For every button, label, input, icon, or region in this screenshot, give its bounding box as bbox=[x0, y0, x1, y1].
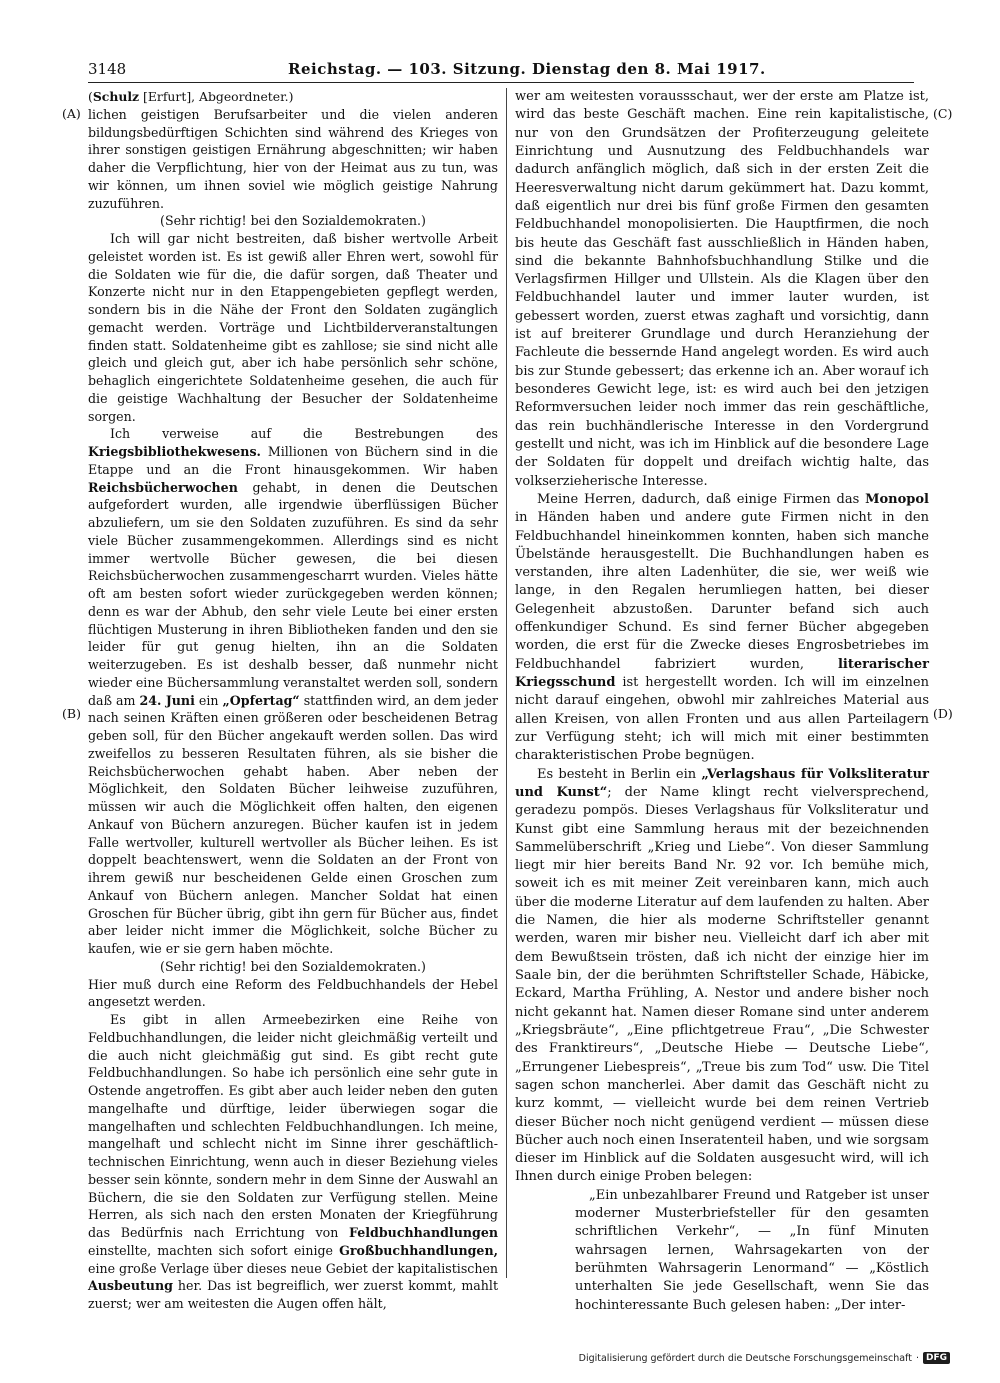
text-run: her. Das ist begreiflich, wer zuerst kommt, mahlt zuerst; wer am weitesten die Augen offen hält, bbox=[88, 1278, 498, 1311]
emphasis: 24. Juni bbox=[139, 692, 195, 708]
margin-mark-a: (A) bbox=[62, 106, 81, 121]
emphasis: „Opfertag“ bbox=[222, 692, 300, 708]
emphasis: Feldbuchhandlungen bbox=[349, 1225, 498, 1240]
running-title: Reichstag. — 103. Sitzung. Dienstag den 8. Mai 1917. bbox=[288, 60, 766, 78]
text-run: ; der Name klingt recht vielversprechend, geradezu pompös. Dieses Verlagshaus für Volksliteratur und Kunst gibt eine Sammlung heraus mit der bezeichnenden Sammelüberschrift „Krieg und Liebe“. Von dieser Sammlung liegt mir hier bereits Band Nr. 92 vor. Ich bemühe mich, soweit ich es mit meiner Zeit vereinbaren kann, mich auch über die moderne Literatur auf dem laufenden zu halten. Aber die Namen, die hier als moderne Schriftsteller genannt werden, waren mir bisher neu. Vielleicht darf ich aber mit dem Bewußtsein trösten, daß ich nicht der einzige hier im Saale bin, der die berühmten Schriftsteller Schade, Häbicke, Eckard, Martha Frühling, A. Nestor und andere bisher noch nicht gekannt hat. Namen dieser Romane sind unter anderem „Kriegsbräute“, „Eine pflichtgetreue Frau“, „Die Schwester des Franktireurs“, „Deutsche Hiebe — Deutsche Liebe“, „Errungener Liebespreis“, „Treue bis zum Tod“ usw. Die Titel sagen schon mancherlei. Aber damit das Geschäft nicht zu kurz kommt, — vielleicht wurde bei dem reinen Vertrieb dieser Bücher noch nicht genügend verdient — müssen diese Bücher auch noch einen Inseratenteil haben, und wie sorgsam dieser im Hinblick auf die Soldaten ausgesucht wird, will ich Ihnen durch einige Proben belegen: bbox=[515, 784, 929, 1185]
text-run: ist hergestellt worden. Ich will im einzelnen nicht darauf eingehen, obwohl mir zahlreiches Material aus allen Kreisen, von allen Fronten und aus allen Parteilagern zur Verfügung steht; ich will mich mit einer bestimmten charakteristischen Probe begnügen. bbox=[515, 675, 929, 764]
dfg-logo: DFG bbox=[923, 1352, 950, 1364]
text-run: eine große Verlage über dieses neue Gebiet der kapitalistischen bbox=[88, 1260, 499, 1276]
paragraph: Ich will gar nicht bestreiten, daß bisher wertvolle Arbeit geleistet worden ist. Es ist gewiß aller Ehren wert, sowohl für die Soldaten wie für die, die dafür sorgen, daß Theater und Konzerte nicht nur in den Etappengebieten gepflegt werden, sondern bis in die Nähe der Front den Soldaten zugänglich gemacht werden. Vorträge und Lichtbilderveranstaltungen finden statt. Soldatenheime gibt es zahllose; sie sind nicht alle gleich und gleich gut, aber ich habe persönlich sehr schöne, behaglich eingerichtete Soldatenheime gesehen, die auch für die geistige Wachhaltung der Besucher der Soldatenheime sorgen. bbox=[88, 231, 498, 424]
paragraph bbox=[88, 425, 498, 958]
right-column bbox=[515, 88, 929, 1315]
paragraph: lichen geistigen Berufsarbeiter und die vielen anderen bildungsbedürftigen Schichten sind während des Krieges von ihrer sonstigen geistigen Ernährung abgeschnitten; wir haben daher die Verpflichtung, hier von der Heimat aus zu tun, was wir können, um ihnen soviel wie möglich geistige Nahrung zuzuführen. bbox=[88, 106, 498, 211]
margin-mark-c: (C) bbox=[933, 106, 953, 121]
speaker-line: (Schulz [Erfurt], Abgeordneter.) bbox=[88, 89, 294, 104]
emphasis: Reichsbücherwochen bbox=[88, 479, 238, 495]
speaker-name: Schulz bbox=[92, 89, 140, 104]
interjection: (Sehr richtig! bei den Sozialdemokraten.) bbox=[160, 958, 426, 974]
emphasis: Großbuchhandlungen, bbox=[339, 1242, 498, 1258]
column-divider bbox=[506, 88, 507, 1278]
footer: Digitalisierung gefördert durch die Deutsche Forschungsgemeinschaft · DFG bbox=[579, 1352, 950, 1364]
speaker-suffix: [Erfurt], Abgeordneter.) bbox=[139, 89, 294, 104]
text-run: stattfinden wird, an dem jeder nach seinen Kräften einen größeren oder bescheidenen Betrag geben soll, für den Bücher angekauft werden sollen. Das wird zweifellos zu besseren Resultaten führen, als sie bisher die Reichsbücherwochen gehabt haben. Aber neben der Möglichkeit, den Soldaten Bücher leihweise zuzuführen, müssen wir auch die Möglichkeit offen halten, den eigenen Ankauf von Büchern anzuregen. Bücher kaufen ist in jedem Falle wertvoller, kulturell wertvoller als Bücher leihen. Es ist doppelt beachtenswert, wenn die Soldaten an der Front von ihrem gewiß nur bescheidenen Gelde einen Groschen zum Ankauf von Büchern anlegen. Mancher Soldat hat einen Groschen für Bücher übrig, gibt ihn gern für Bücher aus, findet aber leider nicht immer die Möglichkeit, solche Bücher zu kaufen, wie er sie gern haben möchte. bbox=[88, 692, 498, 956]
page-number: 3148 bbox=[88, 60, 127, 78]
paragraph bbox=[515, 491, 929, 766]
paragraph bbox=[88, 1011, 498, 1313]
emphasis: Ausbeutung bbox=[88, 1278, 173, 1294]
paragraph bbox=[515, 766, 929, 1187]
text-run: Millionen von Büchern sind in die Etappe und an die Front hinausgekommen. Wir haben bbox=[88, 444, 498, 477]
left-column bbox=[88, 88, 498, 1313]
text-run: gehabt, in denen die Deutschen aufgefordert wurden, alle irgendwie überflüssigen Bücher abzuliefern, um sie den Soldaten zuzuführen. Es sind da sehr viele Bücher zusammengekommen. Allerdings sind es nicht immer wertvolle Bücher gewesen, die bei diesen Reichsbücherwochen zusammengescharrt wurden. Vieles hätte oft am besten sofort wieder zurückgegeben werden können; denn es war der Abhub, den sehr viele Leute bei einer ersten flüchtigen Musterung in ihren Bibliotheken fanden und den sie leider für gut genug hielten, ihn an die Soldaten weiterzugeben. Es ist deshalb besser, daß nunmehr nicht wieder eine Büchersammlung veranstaltet werden soll, sondern daß am bbox=[88, 479, 498, 708]
block-quote: „Ein unbezahlbarer Freund und Ratgeber ist unser moderner Musterbriefsteller für den gesamten schriftlichen Verkehr“, — „In fünf Minuten wahrsagen lernen, Wahrsagekarten von der berühmten Wahrsagerin Lenormand“ — „Köstlich unterhalten Sie jede Gesellschaft, wenn Sie das hochinteressante Buch gelesen haben: „Der inter- bbox=[575, 1187, 929, 1313]
emphasis: „Verlagshaus für Volksliteratur und Kunst“ bbox=[515, 766, 929, 800]
text-run: in Händen haben und andere gute Firmen nicht in den Feldbuchhandel hineinkommen konnten, haben sich manche Übelstände herausgestellt. Die Buchhandlungen haben es verstanden, ihre alten Ladenhüter, die sie, wer weiß wie lange, in den Regalen herumliegen hatten, bei dieser Gelegenheit abzustoßen. Darunter befand sich auch offenkundiger Schund. Es sind ferner Bücher abgegeben worden, die erst für die Zwecke dieses Engrosbetriebes im Feldbuchhandel fabriziert wurden, bbox=[515, 510, 929, 672]
emphasis: Monopol bbox=[865, 491, 929, 507]
paragraph: Hier muß durch eine Reform des Feldbuchhandels der Hebel angesetzt werden. bbox=[88, 976, 498, 1010]
text-run: Ich verweise auf die Bestrebungen des bbox=[110, 426, 498, 442]
emphasis: literarischer Kriegsschund bbox=[515, 656, 929, 690]
interjection: (Sehr richtig! bei den Sozialdemokraten.) bbox=[160, 213, 426, 229]
text-run: Es besteht in Berlin ein bbox=[537, 766, 702, 782]
page-header bbox=[88, 58, 914, 83]
margin-mark-d: (D) bbox=[933, 706, 953, 721]
text-run: ein bbox=[194, 692, 223, 708]
text-run: Es gibt in allen Armeebezirken eine Reihe von Feldbuchhandlungen, die leider nicht gleichmäßig verteilt und die auch nicht gleichmäßig gut sind. Es gibt recht gute Feldbuchhandlungen. So habe ich persönlich eine sehr gute in Ostende angetroffen. Es gibt aber auch leider neben den guten mangelhafte und dürftige, leider überwiegen sogar die mangelhaften und schlechten Feldbuchhandlungen. Ich meine, mangelhaft und schlecht nicht im Sinne ihrer geschäftlich-technischen Einrichtung, wenn auch in dieser Beziehung vieles besser sein könnte, sondern mehr in dem Sinne der Auswahl an Büchern, die sie den Soldaten zur Verfügung stellen. Meine Herren, als sich nach den ersten Monaten der Kriegführung das Bedürfnis nach Errichtung von bbox=[88, 1012, 498, 1240]
paragraph: wer am weitesten voraussschaut, wer der erste am Platze ist, wird das beste Geschäft machen. Eine rein kapitalistische, nur von den Grundsätzen der Profiterzeugung geleitete Einrichtung und Ausnutzung des Feldbuchhandels war dadurch anfänglich möglich, daß sich in der ersten Zeit die Heeresverwaltung nicht darum gekümmert hat. Dazu kommt, daß eigentlich nur drei bis fünf große Firmen den gesamten Feldbuchhandel monopolisierten. Die Hauptfirmen, die noch bis heute das Geschäft fast ausschließlich in Händen haben, sind die bekannte Bahnhofsbuchhandlung Stilke und die Verlagsfirmen Hillger und Ullstein. Als die Klagen über den Feldbuchhandel lauter und immer lauter wurden, ist gebessert worden, zuerst etwas zaghaft und vorsichtig, dann ist auf breiterer Grundlage und durch Heranziehung der Fachleute die bessernde Hand angelegt worden. Es wird auch bis zur Stunde gebessert; das erkenne ich an. Aber worauf ich besonderes Gewicht lege, ist: es wird auch bei den jetzigen Reformversuchen leider noch immer das rein geschäftliche, das rein buchhändlerische Interesse in den Vordergrund gestellt und nicht, was ich im Hinblick auf die besondere Lage der Soldaten für doppelt und dreifach wichtig halte, das volkserzieherische Interesse. bbox=[515, 89, 929, 489]
margin-mark-b: (B) bbox=[62, 706, 81, 721]
funding-note: Digitalisierung gefördert durch die Deutsche Forschungsgemeinschaft bbox=[578, 1352, 912, 1364]
text-run: Meine Herren, dadurch, daß einige Firmen das bbox=[537, 491, 866, 507]
emphasis: Kriegsbibliothekwesens. bbox=[88, 444, 261, 459]
text-run: einstellte, machten sich sofort einige bbox=[88, 1242, 340, 1258]
